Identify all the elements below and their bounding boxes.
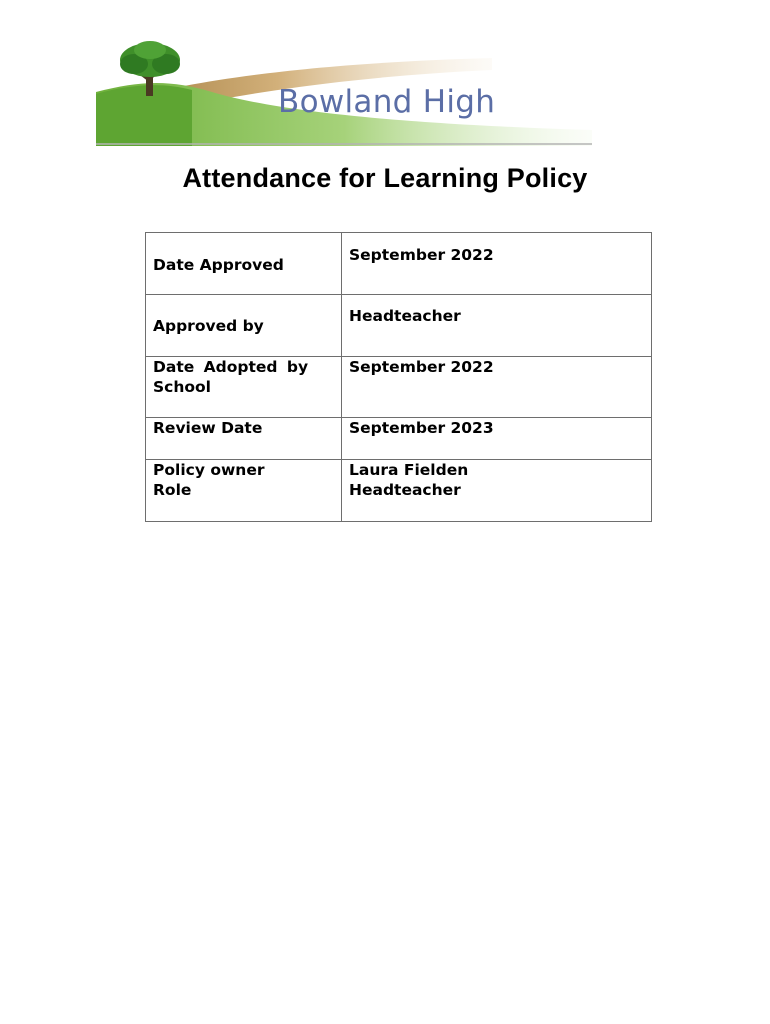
row-key bbox=[146, 460, 342, 522]
value-text: September 2023 bbox=[349, 419, 494, 437]
table-row bbox=[146, 418, 652, 460]
key-text: Review Date bbox=[153, 419, 263, 437]
value-text: Headteacher bbox=[349, 481, 461, 499]
school-name: Bowland High bbox=[278, 84, 496, 120]
row-value bbox=[342, 357, 652, 418]
value-text: September 2022 bbox=[349, 358, 494, 376]
row-key bbox=[146, 233, 342, 295]
key-text: Policy owner bbox=[153, 461, 265, 479]
row-key bbox=[146, 295, 342, 357]
school-logo bbox=[92, 34, 596, 148]
value-text: September 2022 bbox=[349, 246, 494, 264]
table-row bbox=[146, 357, 652, 418]
table-row bbox=[146, 460, 652, 522]
row-key bbox=[146, 418, 342, 460]
table-row bbox=[146, 295, 652, 357]
row-value bbox=[342, 295, 652, 357]
row-value bbox=[342, 233, 652, 295]
key-text: School bbox=[153, 378, 211, 396]
value-text: Headteacher bbox=[349, 307, 461, 325]
key-text: Date Approved bbox=[153, 256, 284, 274]
row-value bbox=[342, 460, 652, 522]
document-title: Attendance for Learning Policy bbox=[182, 163, 588, 193]
value-text: Laura Fielden bbox=[349, 461, 469, 479]
row-value bbox=[342, 418, 652, 460]
policy-details-table bbox=[145, 232, 652, 522]
table-row bbox=[146, 233, 652, 295]
row-key bbox=[146, 357, 342, 418]
key-text: Approved by bbox=[153, 317, 264, 335]
key-text: Date Adopted by bbox=[153, 358, 309, 376]
key-text: Role bbox=[153, 481, 192, 499]
